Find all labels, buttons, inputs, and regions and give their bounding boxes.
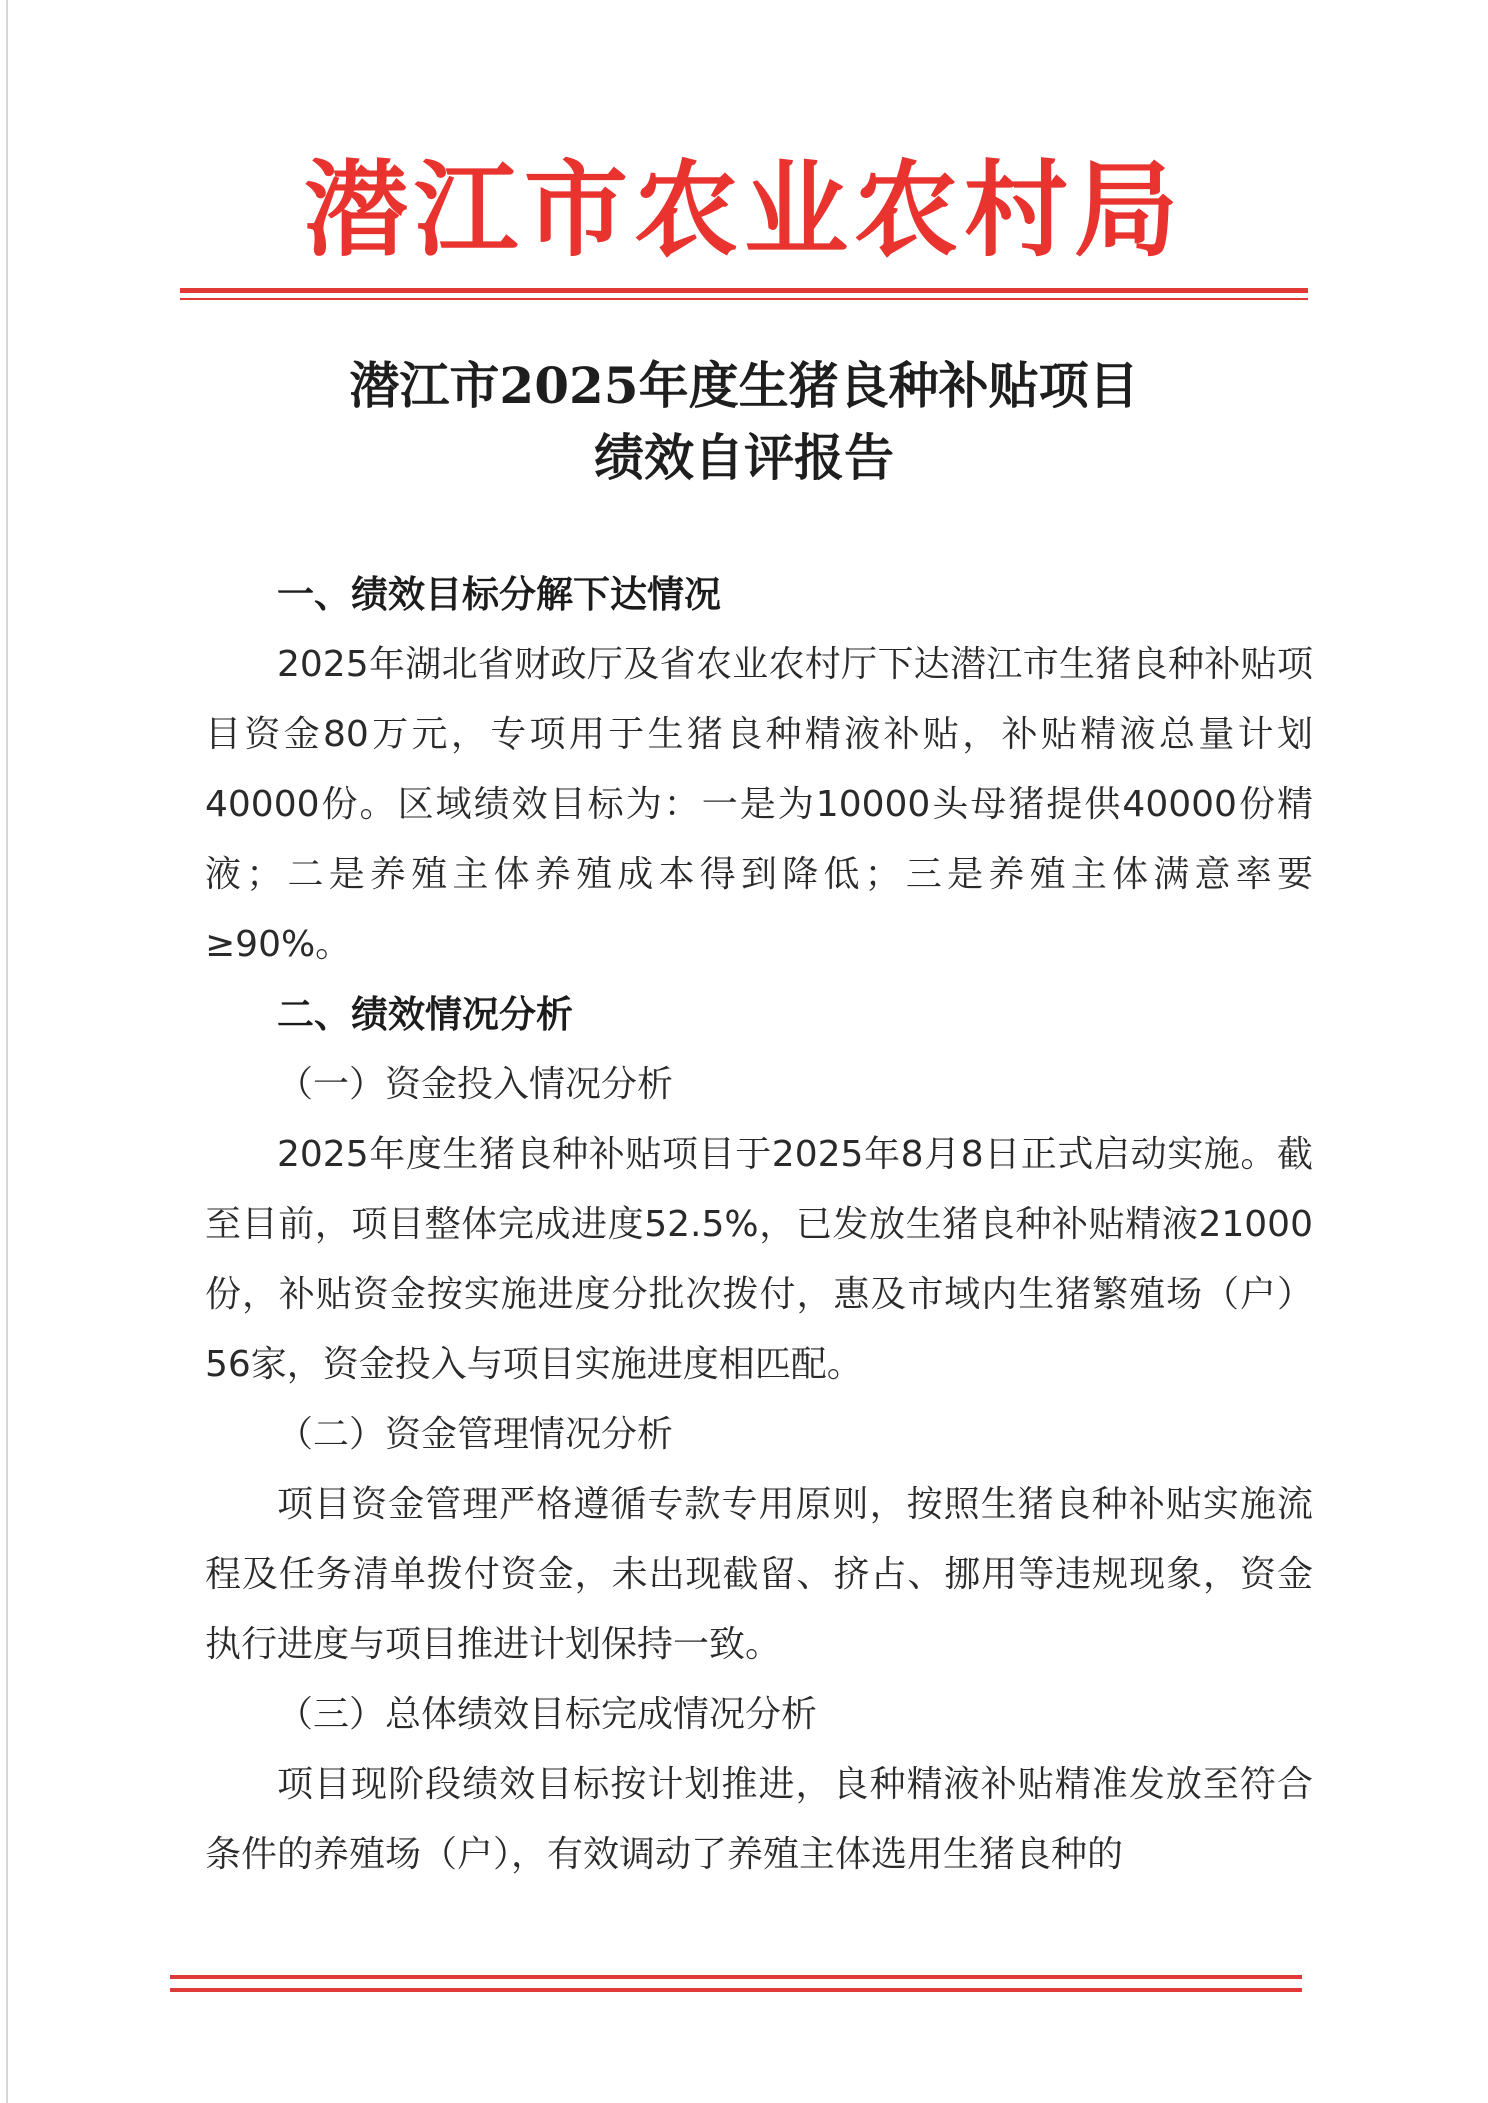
page-edge	[6, 0, 8, 2103]
title-line-1: 潜江市2025年度生猪良种补贴项目	[349, 356, 1139, 415]
section-2-2-paragraph: 项目资金管理严格遵循专款专用原则，按照生猪良种补贴实施流程及任务清单拨付资金，未出现截留、挤占、挪用等违规现象，资金执行进度与项目推进计划保持一致。	[205, 1484, 1313, 1665]
section-2-2-heading: （二）资金管理情况分析	[277, 1414, 674, 1455]
title-line-2: 绩效自评报告	[594, 428, 894, 487]
letterhead-rule-thick	[180, 288, 1308, 293]
section-2-1-paragraph: 2025年度生猪良种补贴项目于2025年8月8日正式启动实施。截至目前，项目整体完成进度52.5%，已发放生猪良种补贴精液21000份，补贴资金按实施进度分批次拨付，惠及市域内生猪繁殖场（户）56家，资金投入与项目实施进度相匹配。	[205, 1134, 1313, 1385]
section-2-heading: 二、绩效情况分析	[277, 993, 573, 1036]
section-2-1-heading: （一）资金投入情况分析	[277, 1064, 674, 1105]
letterhead-rule-thin	[180, 298, 1308, 300]
footer-rule-top	[170, 1975, 1302, 1979]
section-1-heading: 一、绩效目标分解下达情况	[277, 573, 721, 616]
letterhead: 潜江市农业农村局	[303, 148, 1184, 271]
section-1-paragraph: 2025年湖北省财政厅及省农业农村厅下达潜江市生猪良种补贴项目资金80万元，专项用于生猪良种精液补贴，补贴精液总量计划40000份。区域绩效目标为：一是为10000头母猪提供40000份精液；二是养殖主体养殖成本得到降低；三是养殖主体满意率要≥90%。	[205, 644, 1313, 965]
section-2-3-paragraph: 项目现阶段绩效目标按计划推进，良种精液补贴精准发放至符合条件的养殖场（户），有效调动了养殖主体选用生猪良种的	[205, 1764, 1313, 1875]
document-body	[205, 560, 1313, 1890]
footer-rule-bottom	[170, 1988, 1302, 1992]
section-2-3-heading: （三）总体绩效目标完成情况分析	[277, 1694, 818, 1735]
document-title	[180, 350, 1308, 494]
